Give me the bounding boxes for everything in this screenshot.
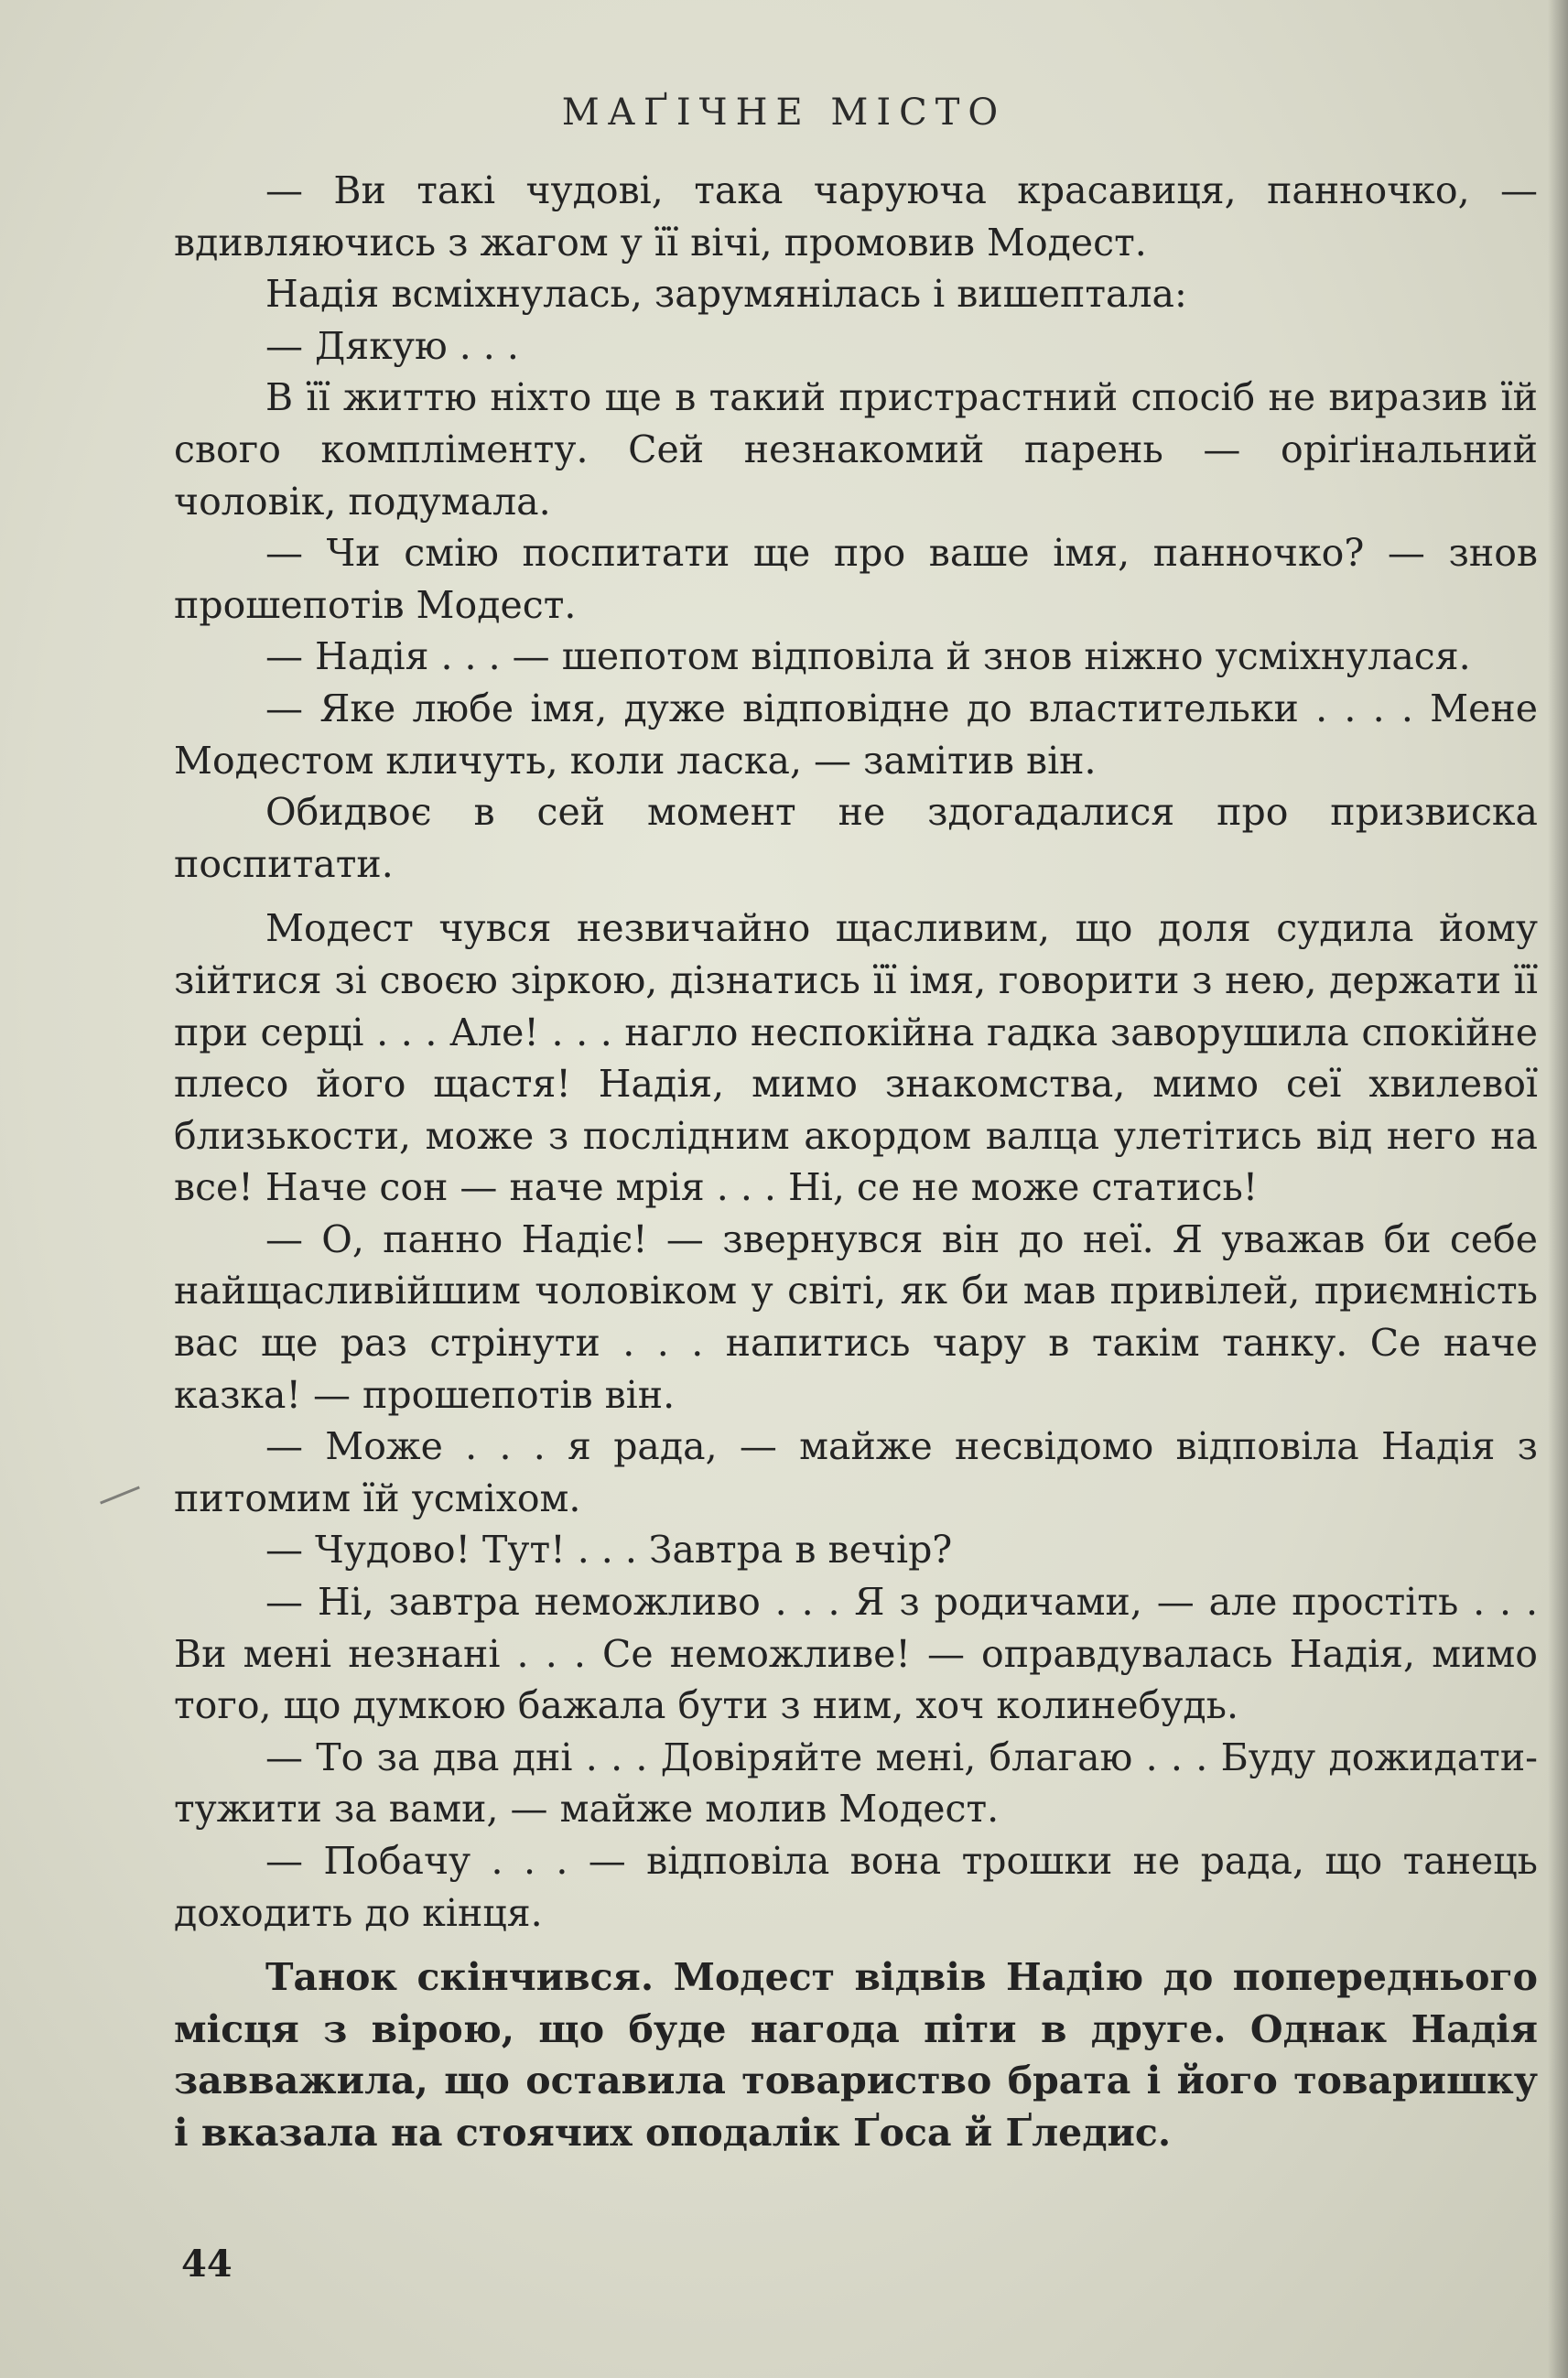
- paragraph: — Чудово! Тут! . . . Завтра в вечір?: [265, 1528, 953, 1573]
- paragraph: В її життю ніхто ще в такий пристрастний спосіб не виразив їй свого компліменту. Сей незнакомий парень — оріґінальний чоловік, подумала.: [174, 375, 1538, 524]
- paragraph: Танок скінчився. Модест відвів Надію до попереднього місця з вірою, що буде нагода піти в друге. Однак Надія завважила, що оставила товариство брата і його товаришку і вказала на стоячих оподалік Ґоса й Ґледис.: [174, 1955, 1538, 2155]
- paragraph: — Може . . . я рада, — майже несвідомо відповіла Надія з питомим їй усміхом.: [174, 1424, 1538, 1520]
- running-head: МАҐІЧНЕ МІСТО: [561, 92, 1007, 134]
- body-text: [174, 165, 1538, 2159]
- paragraph: — То за два дні . . . Довіряйте мені, благаю . . . Буду дожидати-тужити за вами, — майже молив Модест.: [174, 1735, 1538, 1832]
- pencil-mark: [100, 1486, 140, 1504]
- paragraph: — Дякую . . .: [265, 323, 519, 368]
- paragraph: — Яке любе імя, дуже відповідне до властительки . . . . Мене Модестом кличуть, коли ласка, — замітив він.: [174, 686, 1538, 783]
- paragraph: — Побачу . . . — відповіла вона трошки не рада, що танець доходить до кінця.: [174, 1839, 1538, 1935]
- paragraph: — Ви такі чудові, така чаруюча красавиця, панночко, — вдивляючись з жагом у її вічі, промовив Модест.: [174, 168, 1538, 265]
- paragraph: — Надія . . . — шепотом відповіла й знов ніжно усміхнулася.: [265, 634, 1471, 679]
- paragraph: — Чи смію поспитати ще про ваше імя, панночко? — знов прошепотів Модест.: [174, 531, 1538, 627]
- paragraph: Обидвоє в сей момент не здогадалися про призвиска поспитати.: [174, 790, 1538, 886]
- page-spine-shadow: [1548, 0, 1568, 2378]
- paragraph: — Ні, завтра неможливо . . . Я з родичами, — але простіть . . . Ви мені незнані . . . Се неможливе! — оправдувалась Надія, мимо того, що думкою бажала бути з ним, хоч колинебудь.: [174, 1580, 1538, 1728]
- paragraph: Надія всміхнулась, зарумянілась і вишептала:: [265, 272, 1187, 317]
- page-number: 44: [181, 2243, 232, 2286]
- paragraph: — О, панно Надіє! — звернувся він до неї. Я уважав би себе найщасливійшим чоловіком у світі, як би мав привілей, приємність вас ще раз стрінути . . . напитись чару в такім танку. Се наче казка! — прошепотів він.: [174, 1216, 1538, 1417]
- paragraph: Модест чувся незвичайно щасливим, що доля судила йому зійтися зі своєю зіркою, дізнатись її імя, говорити з нею, держати її при серці . . . Але! . . . нагло неспокійна гадка заворушила спокійне плесо його щастя! Надія, мимо знакомства, мимо сеї хвилевої близькости, може з послідним акордом валца улетітись від него на все! Наче сон — наче мрія . . . Ні, се не може статись!: [174, 906, 1538, 1210]
